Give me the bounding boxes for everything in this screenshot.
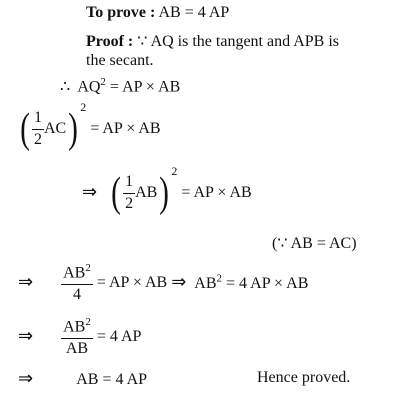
step-4: [18, 262, 308, 304]
step-5-rhs: = 4 AP: [96, 327, 142, 345]
conclusion: Hence proved.: [257, 369, 351, 386]
step-1: [60, 76, 180, 97]
step-1-lhs: AQ: [77, 78, 101, 96]
step-6: [18, 369, 147, 390]
fraction-bar: [61, 338, 93, 339]
right-paren: ): [68, 106, 79, 152]
fraction-denominator: 4: [72, 285, 81, 303]
step-3: [82, 163, 252, 216]
numerator-text: AB: [63, 264, 86, 282]
implies-arrow: ⇒: [82, 181, 98, 203]
step-1-sup: 2: [100, 76, 106, 88]
proof-label: Proof :: [86, 33, 134, 50]
step-2-rhs: = AP × AB: [90, 119, 161, 137]
fraction-numerator: [61, 316, 93, 337]
result-text: AB: [194, 275, 217, 293]
reason: (∵ AB = AC): [272, 235, 357, 252]
implies-arrow: ⇒: [18, 325, 34, 347]
proof-text-1: AQ is the tangent and APB is: [150, 33, 339, 50]
step-2-var: AC: [44, 119, 67, 137]
fraction-bar: [123, 193, 135, 194]
fraction-denominator: AB: [65, 339, 89, 357]
implies-arrow: ⇒: [18, 368, 34, 389]
step-3-rhs: = AP × AB: [181, 183, 252, 201]
implies-arrow-2: ⇒: [171, 271, 187, 293]
numerator-text: AB: [63, 318, 86, 336]
step-1-rhs: = AP × AB: [109, 78, 181, 96]
fraction-denominator: 2: [125, 194, 134, 212]
result-sup: 2: [216, 272, 223, 285]
step-2-sup: 2: [80, 99, 87, 114]
fraction-numerator: 1: [34, 109, 42, 127]
step-5: [18, 316, 141, 358]
numerator-sup: 2: [85, 262, 91, 274]
step-2: [18, 99, 161, 152]
fraction-numerator: 1: [125, 173, 134, 191]
fraction-half: [32, 109, 44, 149]
because-symbol: ∵: [137, 33, 148, 50]
fraction-half: [123, 173, 135, 213]
to-prove-label: To prove :: [86, 4, 156, 21]
to-prove-line: [86, 4, 229, 22]
fraction-ab-sq-over-ab: [61, 316, 93, 358]
step-3-var: AB: [135, 183, 158, 201]
to-prove-statement: AB = 4 AP: [158, 4, 230, 21]
proof-line-2: [86, 52, 154, 70]
step-6-text: AB = 4 AP: [76, 371, 148, 388]
fraction-denominator: 2: [34, 130, 42, 148]
result-rhs: = 4 AP × AB: [226, 275, 309, 293]
therefore-symbol: ∴: [60, 78, 71, 96]
step-4-result: [194, 272, 309, 293]
fraction-bar: [61, 284, 93, 285]
step-4-rhs: = AP × AB: [96, 273, 168, 291]
implies-arrow: ⇒: [18, 271, 34, 293]
proof-text-2: the secant.: [86, 52, 154, 69]
fraction-bar: [32, 129, 44, 130]
fraction-numerator: [61, 262, 93, 283]
proof-line-1: [86, 33, 339, 51]
left-paren: (: [20, 106, 30, 152]
numerator-sup: 2: [85, 316, 91, 328]
left-paren: (: [111, 170, 121, 216]
step-3-sup: 2: [171, 163, 178, 178]
fraction-ab-sq-over-4: [61, 262, 93, 304]
right-paren: ): [159, 170, 170, 216]
